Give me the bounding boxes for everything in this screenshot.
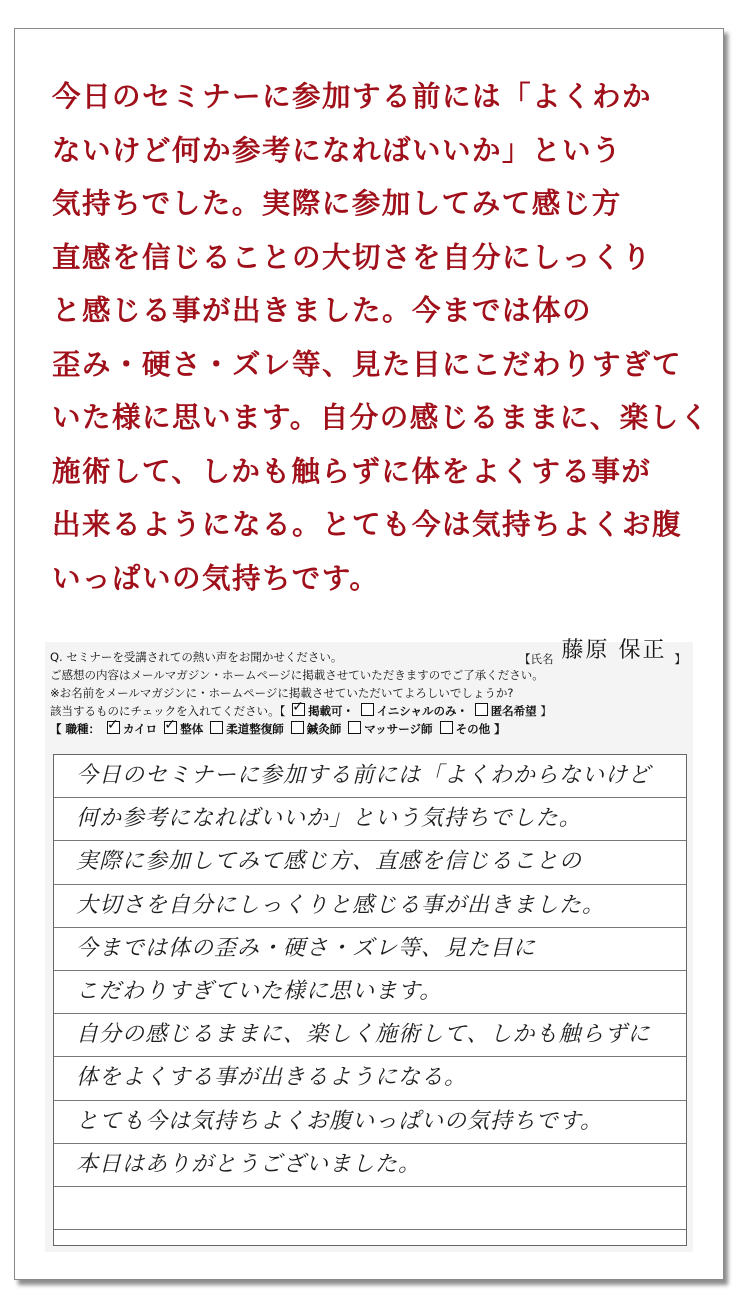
handwritten-line: 今までは体の歪み・硬さ・ズレ等、見た目に xyxy=(54,928,686,971)
handwritten-line: とても今は気持ちよくお腹いっぱいの気持ちです。 xyxy=(54,1101,686,1144)
seitai-checkbox[interactable] xyxy=(164,721,177,734)
handwritten-line: 今日のセミナーに参加する前には「よくわからないけど xyxy=(54,755,686,798)
testimonial-line: 気持ちでした。実際に参加してみて感じ方 xyxy=(52,187,622,220)
handwritten-response xyxy=(53,754,687,1246)
judo-therapist-checkbox[interactable] xyxy=(210,721,223,734)
feedback-form-scan xyxy=(45,638,693,1252)
testimonial-line: 直感を信じることの大切さを自分にしっくり xyxy=(52,240,653,274)
handwritten-line: 自分の感じるままに、楽しく施術して、しかも触らずに xyxy=(54,1014,686,1057)
testimonial-line: 歪み・硬さ・ズレ等、見た目にこだわりすぎて xyxy=(52,347,683,381)
testimonial-line: 施術して、しかも触らずに体をよくする事が xyxy=(52,454,652,488)
handwritten-line: 大切さを自分にしっくりと感じる事が出きました。 xyxy=(54,885,686,928)
testimonial-line: いっぱいの気持ちです。 xyxy=(52,561,380,595)
name-label-open: 【氏名 xyxy=(519,652,554,666)
testimonial-line: と感じる事が出きました。今までは体の xyxy=(52,294,593,327)
form-header xyxy=(50,638,690,738)
publish-permission-row: 該当するものにチェックを入れてください。【 ✓ 掲載可・ イニシャルのみ・ 匿名希望 】 xyxy=(50,702,690,720)
testimonial-line: いた様に思います。自分の感じるままに、楽しく xyxy=(52,401,710,434)
handwritten-line: 本日はありがとうございました。 xyxy=(54,1144,686,1187)
publish-allowed-checkbox[interactable] xyxy=(292,703,305,716)
notice-line-1: ご感想の内容はメールマガジン・ホームページに掲載させていただきますのでご了承ください。 xyxy=(50,668,544,682)
acupuncture-checkbox[interactable] xyxy=(291,721,304,734)
occupation-row: 【 職種： ✓ カイロ ✓ 整体 柔道整復師 鍼灸師 マッサージ師 その他 】 xyxy=(50,720,690,738)
massage-checkbox[interactable] xyxy=(348,721,361,734)
testimonial-text xyxy=(52,70,710,605)
other-checkbox[interactable] xyxy=(440,721,453,734)
testimonial-line: 今日のセミナーに参加する前には「よくわか xyxy=(52,80,653,113)
name-signature: 藤原 保正 xyxy=(561,638,667,663)
handwritten-line: こだわりすぎていた様に思います。 xyxy=(54,971,686,1014)
handwritten-line: 実際に参加してみて感じ方、直感を信じることの xyxy=(54,841,686,884)
anonymous-checkbox[interactable] xyxy=(475,703,488,716)
form-question: Q. セミナーを受講されての熱い声をお聞かせください。 xyxy=(50,650,343,664)
name-label-close: 】 xyxy=(674,652,686,666)
notice-line-2: ※お名前をメールマガジンに・ホームページに掲載させていただいてよろしいでしょうか? xyxy=(50,686,514,700)
initials-only-checkbox[interactable] xyxy=(361,703,374,716)
handwritten-line: 何か参考になればいいか」という気持ちでした。 xyxy=(54,798,686,841)
handwritten-line: 体をよくする事が出きるようになる。 xyxy=(54,1057,686,1100)
testimonial-line: ないけど何か参考になればいいか」という xyxy=(52,133,623,167)
handwritten-line xyxy=(54,1187,686,1230)
name-field xyxy=(519,638,686,668)
testimonial-line: 出来るようになる。とても今は気持ちよくお腹 xyxy=(52,508,683,541)
chiro-checkbox[interactable] xyxy=(107,721,120,734)
